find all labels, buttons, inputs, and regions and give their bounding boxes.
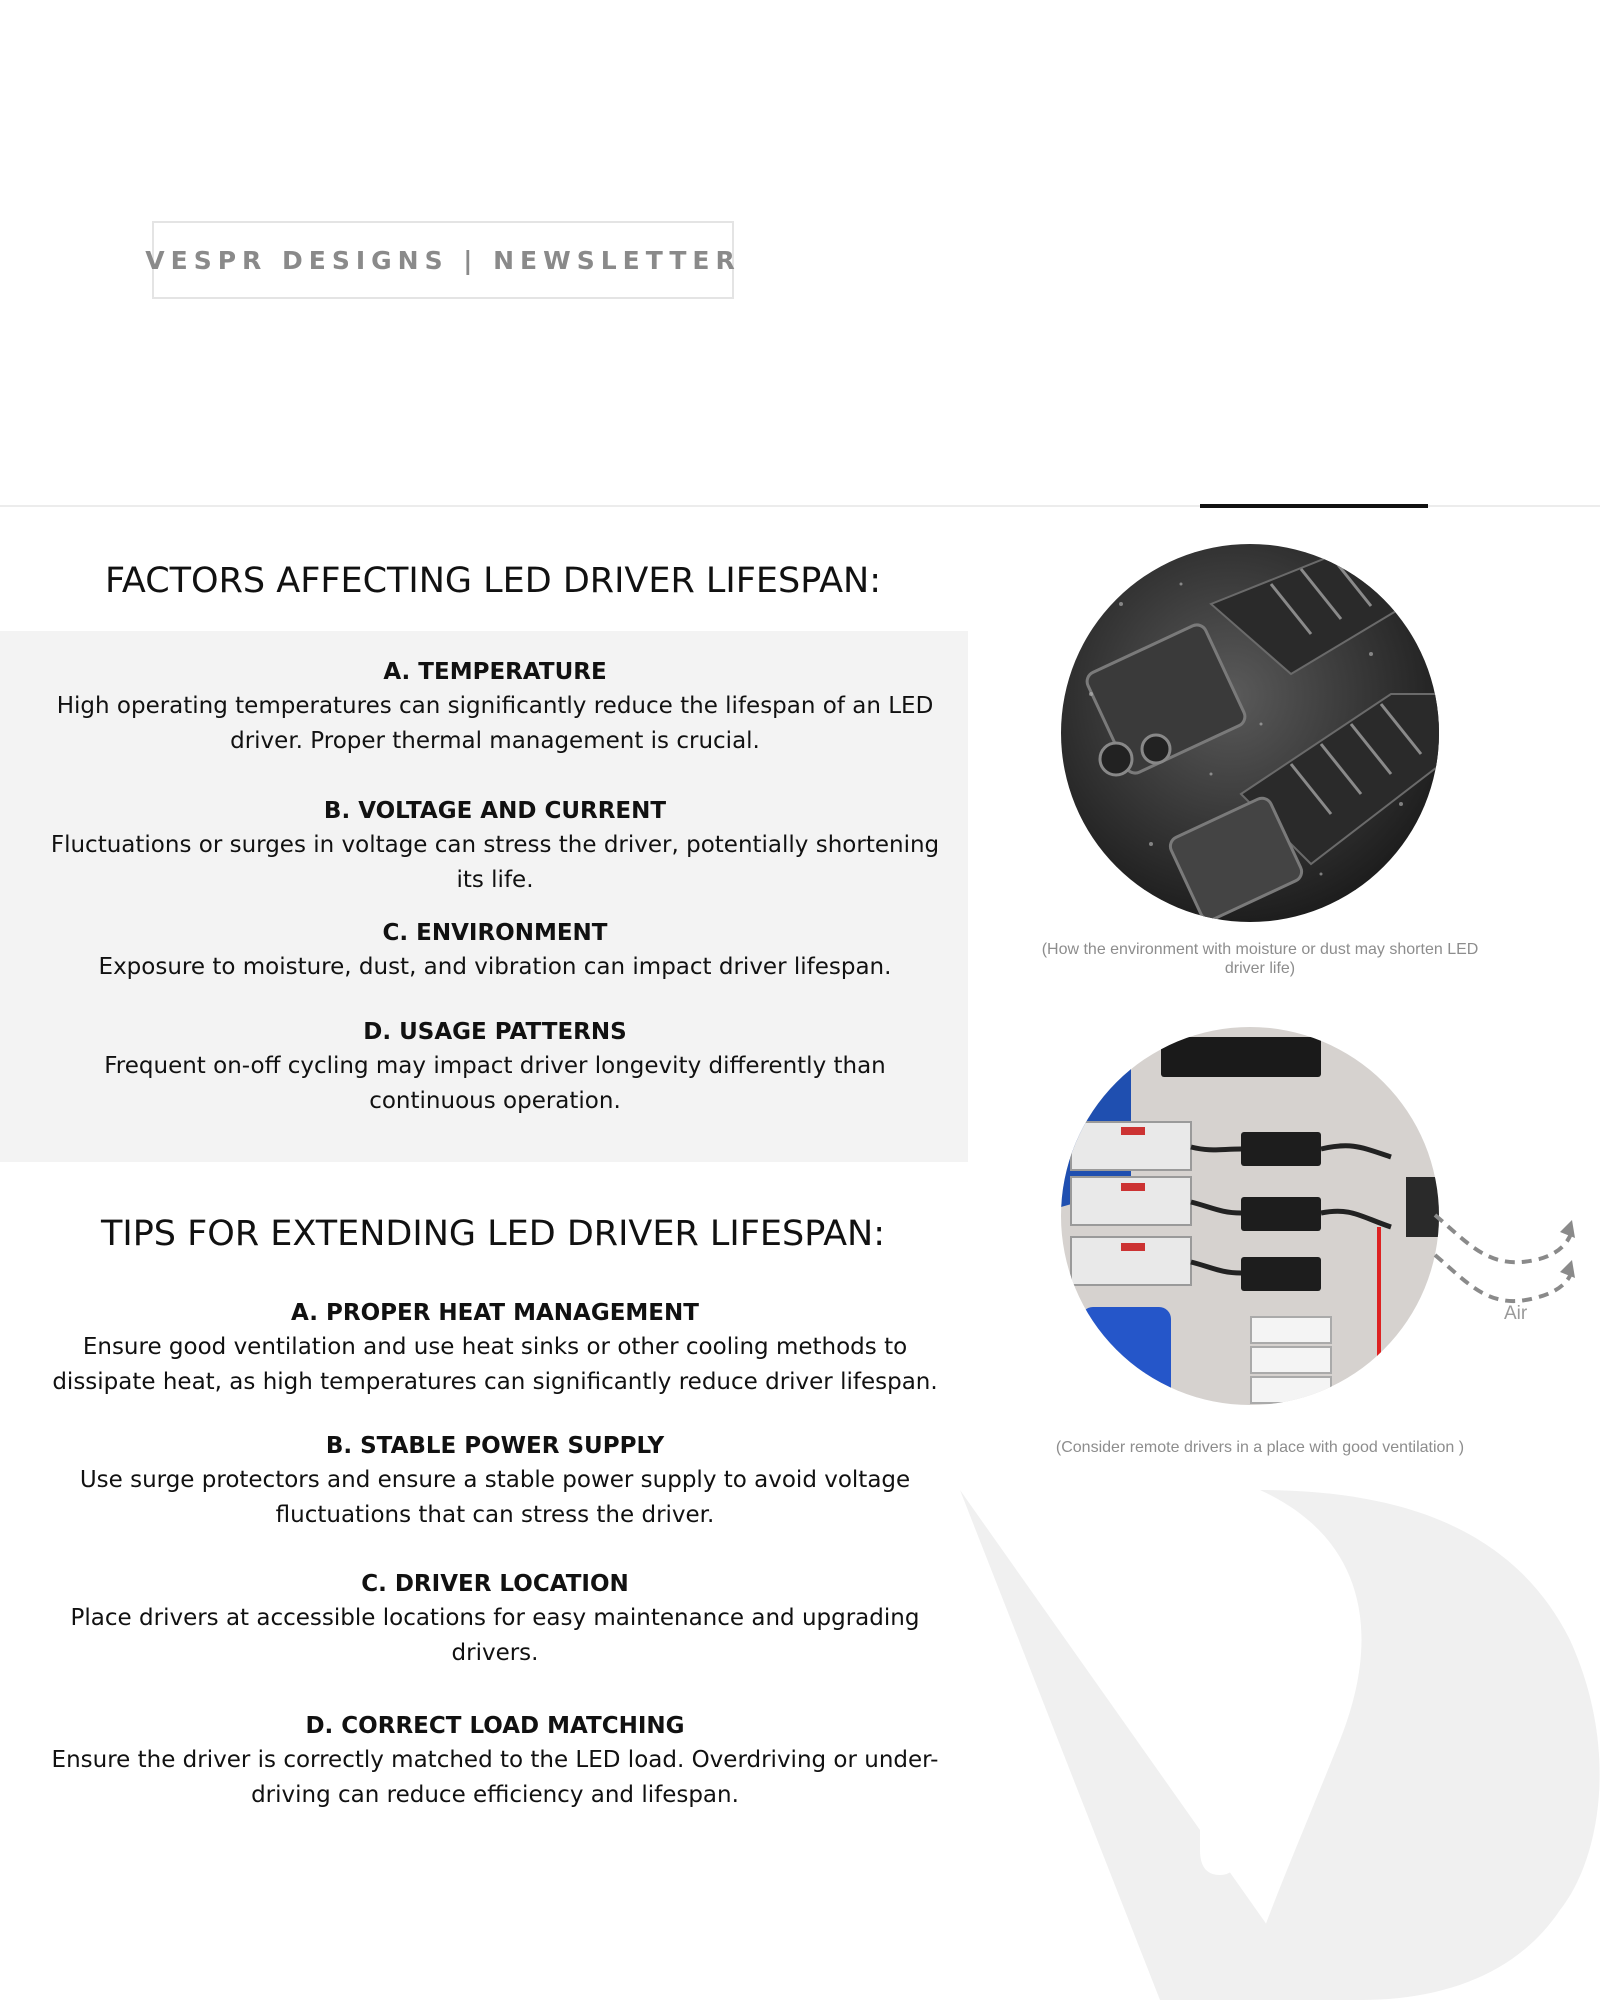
tip-title: B. STABLE POWER SUPPLY: [325, 1433, 665, 1459]
masthead-title: VESPR DESIGNS | NEWSLETTER: [145, 245, 741, 275]
divider-accent: [1200, 504, 1428, 508]
factors-heading: FACTORS AFFECTING LED DRIVER LIFESPAN:: [104, 561, 881, 601]
factor-title: D. USAGE PATTERNS: [363, 1019, 627, 1045]
driver-panel-image: [1061, 1027, 1439, 1405]
factor-title: B. VOLTAGE AND CURRENT: [323, 798, 667, 824]
factor-text: Fluctuations or surges in voltage can stress the driver, potentially shortening its life.: [50, 832, 940, 893]
tip-heat-management: [40, 1296, 950, 1400]
tip-text: Use surge protectors and ensure a stable power supply to avoid voltage fluctuations that can stress the driver.: [79, 1467, 911, 1528]
tip-title: D. CORRECT LOAD MATCHING: [305, 1713, 685, 1739]
tip-load-matching: [40, 1709, 950, 1813]
factor-text: High operating temperatures can significantly reduce the lifespan of an LED driver. Proper thermal management is crucial.: [56, 693, 934, 754]
tip-title: C. DRIVER LOCATION: [361, 1571, 629, 1597]
tip-title: A. PROPER HEAT MANAGEMENT: [291, 1300, 699, 1326]
factor-voltage-current: [40, 794, 950, 898]
factor-environment: [40, 916, 950, 985]
tip-driver-location: [40, 1567, 950, 1671]
environment-image-caption: (How the environment with moisture or dust may shorten LED driver life): [1041, 941, 1479, 977]
factor-title: C. ENVIRONMENT: [382, 920, 608, 946]
tip-stable-power-supply: [40, 1429, 950, 1533]
tip-text: Place drivers at accessible locations for easy maintenance and upgrading drivers.: [70, 1605, 920, 1666]
tip-text: Ensure good ventilation and use heat sinks or other cooling methods to dissipate heat, as high temperatures can significantly reduce driver lifespan.: [52, 1334, 938, 1395]
factor-usage-patterns: [40, 1015, 950, 1119]
vespr-watermark-logo: [960, 1480, 1600, 2000]
factor-temperature: [40, 655, 950, 759]
tip-text: Ensure the driver is correctly matched to the LED load. Overdriving or under-driving can reduce efficiency and lifespan.: [51, 1747, 939, 1808]
factor-title: A. TEMPERATURE: [383, 659, 607, 685]
wet-led-driver-image: [1061, 544, 1439, 922]
tips-heading: TIPS FOR EXTENDING LED DRIVER LIFESPAN:: [101, 1214, 885, 1254]
remote-driver-image-caption: (Consider remote drivers in a place with good ventilation ): [1055, 1439, 1465, 1456]
factor-text: Frequent on-off cycling may impact driver longevity differently than continuous operation.: [104, 1053, 886, 1114]
newsletter-masthead: [145, 221, 741, 299]
factor-text: Exposure to moisture, dust, and vibration can impact driver lifespan.: [98, 954, 892, 980]
air-label: Air: [1504, 1303, 1528, 1324]
